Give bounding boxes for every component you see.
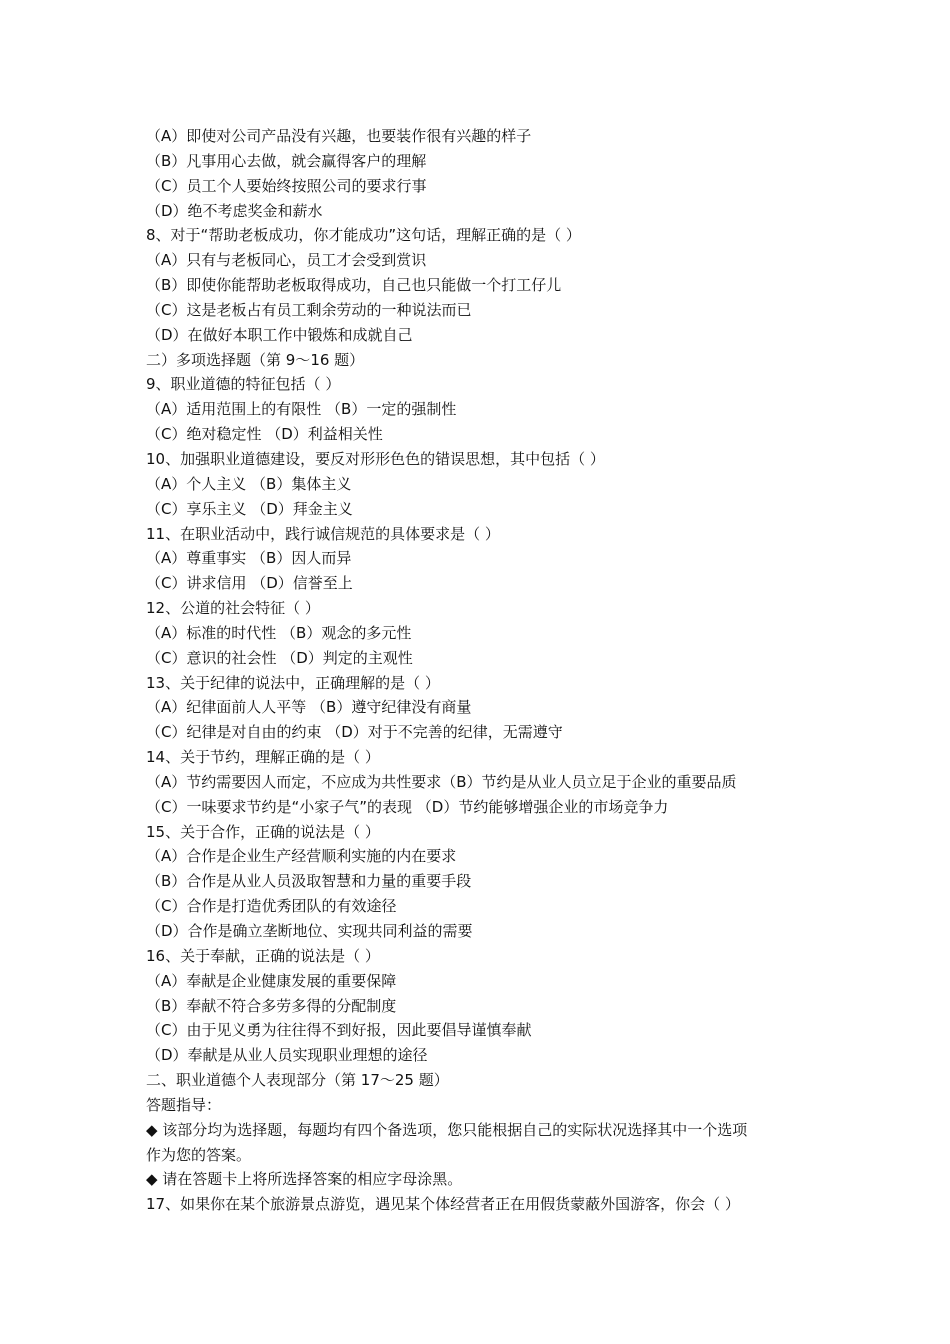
question-8: 8、对于“帮助老板成功，你才能成功”这句话，理解正确的是（ ） bbox=[146, 226, 581, 245]
option-line: （D）在做好本职工作中锻炼和成就自己 bbox=[146, 325, 413, 344]
question-13: 13、关于纪律的说法中，正确理解的是（ ） bbox=[146, 673, 440, 692]
question-12: 12、公道的社会特征（ ） bbox=[146, 599, 320, 618]
option-line: （C）讲求信用 （D）信誉至上 bbox=[146, 574, 353, 593]
section-heading-personal: 二、职业道德个人表现部分（第 17～25 题） bbox=[146, 1071, 449, 1090]
instruction-item-continued: 作为您的答案。 bbox=[146, 1145, 252, 1164]
question-14: 14、关于节约，理解正确的是（ ） bbox=[146, 748, 380, 767]
option-line: （A）标准的时代性 （B）观念的多元性 bbox=[146, 623, 412, 642]
option-line: （B）合作是从业人员汲取智慧和力量的重要手段 bbox=[146, 872, 472, 891]
option-line: （A）合作是企业生产经营顺利实施的内在要求 bbox=[146, 847, 457, 866]
option-line: （A）节约需要因人而定，不应成为共性要求（B）节约是从业人员立足于企业的重要品质 bbox=[146, 772, 737, 791]
option-line: （A）尊重事实 （B）因人而异 bbox=[146, 549, 352, 568]
question-17: 17、如果你在某个旅游景点游览，遇见某个体经营者正在用假货蒙蔽外国游客，你会（ ） bbox=[146, 1195, 740, 1214]
document-body bbox=[146, 124, 814, 1217]
option-line: （A）只有与老板同心，员工才会受到赏识 bbox=[146, 251, 427, 270]
option-line: （C）纪律是对自由的约束 （D）对于不完善的纪律，无需遵守 bbox=[146, 723, 563, 742]
option-line: （D）绝不考虑奖金和薪水 bbox=[146, 201, 323, 220]
option-line: （A）个人主义 （B）集体主义 bbox=[146, 474, 352, 493]
option-line: （C）绝对稳定性 （D）利益相关性 bbox=[146, 425, 383, 444]
option-line: （C）一味要求节约是“小家子气”的表现 （D）节约能够增强企业的市场竞争力 bbox=[146, 797, 669, 816]
instructions-heading: 答题指导： bbox=[146, 1095, 222, 1114]
option-line: （C）由于见义勇为往往得不到好报，因此要倡导谨慎奉献 bbox=[146, 1021, 532, 1040]
question-10: 10、加强职业道德建设，要反对形形色色的错误思想，其中包括（ ） bbox=[146, 449, 605, 468]
option-line: （C）意识的社会性 （D）判定的主观性 bbox=[146, 648, 413, 667]
option-line: （C）享乐主义 （D）拜金主义 bbox=[146, 499, 353, 518]
question-15: 15、关于合作，正确的说法是（ ） bbox=[146, 822, 380, 841]
option-line: （D）合作是确立垄断地位、实现共同利益的需要 bbox=[146, 922, 473, 940]
section-heading-multiple-choice: 二）多项选择题（第 9～16 题） bbox=[146, 350, 365, 369]
option-line: （A）适用范围上的有限性 （B）一定的强制性 bbox=[146, 400, 457, 419]
question-9: 9、职业道德的特征包括（ ） bbox=[146, 375, 341, 394]
option-line: （D）奉献是从业人员实现职业理想的途径 bbox=[146, 1046, 428, 1065]
option-line: （B）凡事用心去做，就会赢得客户的理解 bbox=[146, 151, 427, 170]
option-line: （A）即使对公司产品没有兴趣，也要装作很有兴趣的样子 bbox=[146, 127, 532, 145]
option-line: （A）奉献是企业健康发展的重要保障 bbox=[146, 971, 397, 990]
option-line: （C）员工个人要始终按照公司的要求行事 bbox=[146, 176, 427, 195]
instruction-item: ◆ 该部分均为选择题，每题均有四个备选项，您只能根据自己的实际状况选择其中一个选项 bbox=[146, 1120, 748, 1139]
question-16: 16、关于奉献，正确的说法是（ ） bbox=[146, 946, 380, 965]
option-line: （C）合作是打造优秀团队的有效途径 bbox=[146, 897, 397, 916]
option-line: （B）奉献不符合多劳多得的分配制度 bbox=[146, 996, 397, 1015]
option-line: （C）这是老板占有员工剩余劳动的一种说法而已 bbox=[146, 300, 472, 319]
option-line: （B）即使你能帮助老板取得成功，自己也只能做一个打工仔儿 bbox=[146, 276, 562, 295]
instruction-item: ◆ 请在答题卡上将所选择答案的相应字母涂黑。 bbox=[146, 1170, 463, 1189]
question-11: 11、在职业活动中，践行诚信规范的具体要求是（ ） bbox=[146, 524, 500, 543]
option-line: （A）纪律面前人人平等 （B）遵守纪律没有商量 bbox=[146, 698, 472, 717]
